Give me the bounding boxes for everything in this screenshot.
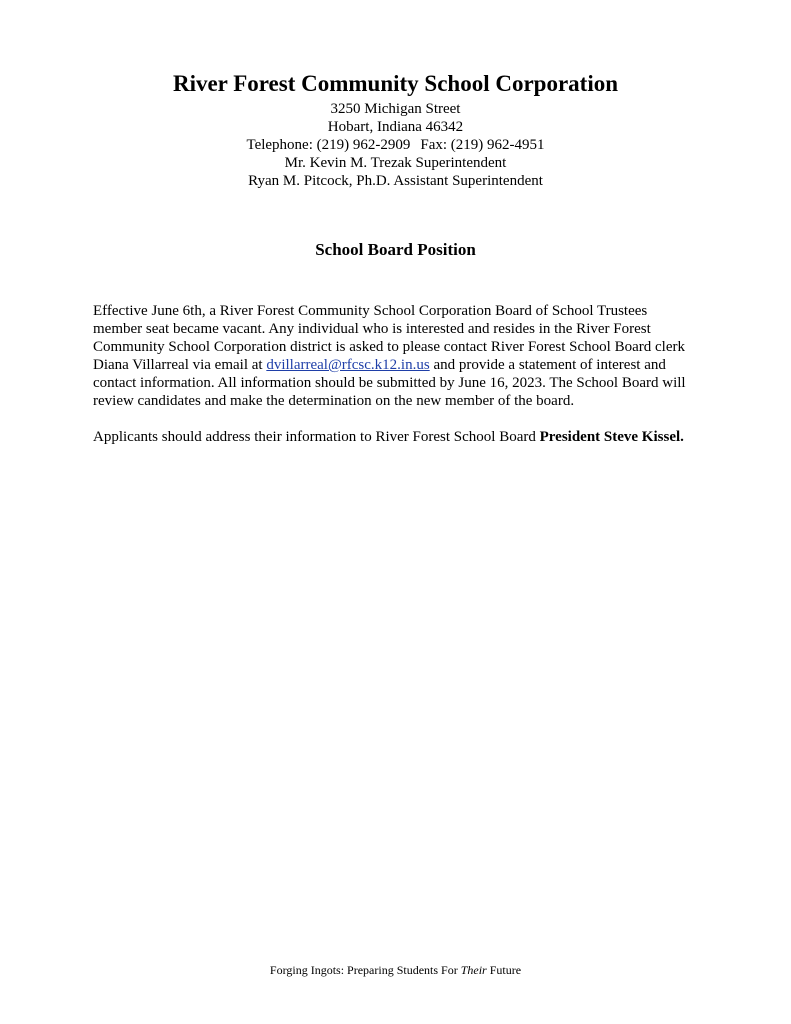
document-body (93, 302, 699, 446)
paragraph-vacancy-text-start: Effective June 6th, a River Forest Community School Corporation Board of School Trustees member seat became vacant. Any individual who is interested and resides in the River Forest Community School Corporation district is asked to please contact River Forest School Board clerk Diana Villarreal via email at (93, 303, 685, 373)
phone-fax-line (0, 136, 791, 154)
paragraph-applicants-text: Applicants should address their information to River Forest School Board (93, 429, 540, 445)
footer-motto-italic: Their (460, 963, 487, 977)
footer-motto-start: Forging Ingots: Preparing Students For (269, 963, 461, 977)
clerk-email-link[interactable]: dvillarreal@rfcsc.k12.in.us (266, 357, 430, 373)
paragraph-vacancy (93, 302, 699, 410)
fax-number: Fax: (219) 962-4951 (420, 137, 545, 153)
superintendent-name: Mr. Kevin M. Trezak Superintendent (284, 155, 507, 171)
assistant-superintendent-name: Ryan M. Pitcock, Ph.D. Assistant Superintendent (248, 173, 543, 189)
letterhead (0, 70, 791, 190)
footer-motto-end: Future (486, 963, 522, 977)
document-title: School Board Position (315, 240, 476, 259)
organization-name: River Forest Community School Corporation (172, 71, 619, 96)
city-state-zip: Hobart, Indiana 46342 (327, 119, 464, 135)
paragraph-applicants (93, 428, 699, 446)
street-address: 3250 Michigan Street (330, 101, 461, 117)
telephone-number: Telephone: (219) 962-2909 (246, 137, 411, 153)
footer-motto (0, 962, 791, 978)
paragraph-vacancy-text-end: and provide a statement of interest and contact information. All information should be submitted by June 16, 2023. The School Board will review candidates and make the determination on the new member of the board. (93, 357, 686, 409)
board-president-name: President Steve Kissel. (539, 429, 684, 445)
